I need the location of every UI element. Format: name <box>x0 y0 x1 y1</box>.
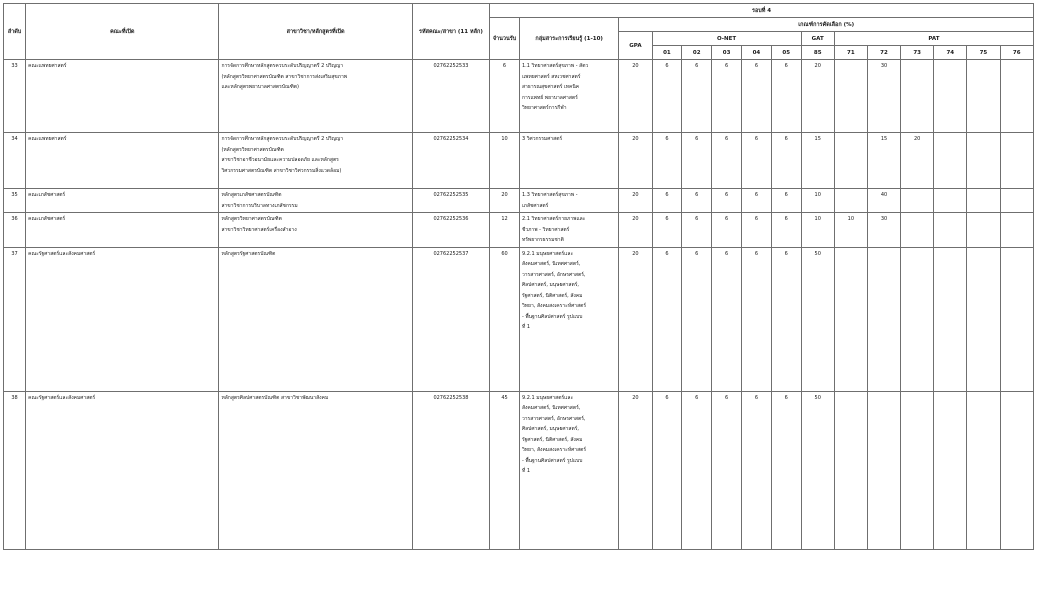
row-gat: 10 <box>801 213 834 248</box>
row-onet-02: 6 <box>682 60 712 133</box>
row-group: 1.3 วิทยาศาสตร์สุขภาพ - เภสัชศาสตร์ <box>519 189 618 213</box>
row-gat: 20 <box>801 60 834 133</box>
row-gpa: 20 <box>619 213 652 248</box>
row-onet-04: 6 <box>742 391 772 549</box>
pat-subject-code: 74 <box>934 46 967 60</box>
row-gpa: 20 <box>619 391 652 549</box>
row-program: หลักสูตรศิลปศาสตรบัณฑิต สาขาวิชาพัฒนาสังคม <box>219 391 412 549</box>
pat-subject-code: 73 <box>901 46 934 60</box>
row-onet-05: 6 <box>771 391 801 549</box>
table-row <box>4 189 1034 213</box>
row-pat-72: 30 <box>867 213 900 248</box>
row-onet-02: 6 <box>682 213 712 248</box>
row-pat-76 <box>1000 60 1034 133</box>
row-onet-01: 6 <box>652 133 682 189</box>
row-program: หลักสูตรรัฐศาสตรบัณฑิต <box>219 247 412 391</box>
row-accept: 60 <box>490 247 520 391</box>
row-onet-02: 6 <box>682 189 712 213</box>
row-accept: 6 <box>490 60 520 133</box>
table-row <box>4 60 1034 133</box>
row-pat-72 <box>867 391 900 549</box>
row-gpa: 20 <box>619 247 652 391</box>
row-accept: 12 <box>490 213 520 248</box>
onet-subject-code: 05 <box>771 46 801 60</box>
row-group: 9.2.1 มนุษยศาสตร์และ สังคมศาสตร์, นิเทศศาสตร์, วารสารศาสตร์, อักษรศาสตร์, ศิลปศาสตร์, มนุษยศาสตร์, รัฐศาสตร์, นิติศาสตร์, สังคม วิทยา, สังคมสงเคราะห์ศาสตร์ - พื้นฐานศิลปศาสตร์ รูปแบบ ที่ 1 <box>519 391 618 549</box>
row-onet-04: 6 <box>742 60 772 133</box>
row-pat-74 <box>934 60 967 133</box>
row-pat-74 <box>934 189 967 213</box>
row-gat: 15 <box>801 133 834 189</box>
row-pat-71: 10 <box>834 213 867 248</box>
row-pat-73 <box>901 60 934 133</box>
row-onet-01: 6 <box>652 391 682 549</box>
row-onet-05: 6 <box>771 213 801 248</box>
row-pat-74 <box>934 213 967 248</box>
row-code: 02762252536 <box>412 213 489 248</box>
row-onet-05: 6 <box>771 247 801 391</box>
pat-subject-code: 72 <box>867 46 900 60</box>
row-program: การจัดการศึกษาหลักสูตรควบระดับปริญญาตรี 2 ปริญญา (หลักสูตรวิทยาศาสตรบัณฑิต สาขาวิชาอาชีวอนามัยและความปลอดภัย และหลักสูตร วิศวกรรมศาสตรบัณฑิต สาขาวิชาวิศวกรรมสิ่งแวดล้อม) <box>219 133 412 189</box>
row-pat-76 <box>1000 189 1034 213</box>
row-faculty: คณะแพทยศาสตร์ <box>26 60 219 133</box>
row-seq: 34 <box>4 133 26 189</box>
header-round: รอบที่ 4 <box>490 4 1034 18</box>
row-code: 02762252535 <box>412 189 489 213</box>
header-program: สาขาวิชา/หลักสูตรที่เปิด <box>219 4 412 60</box>
onet-subject-code: 01 <box>652 46 682 60</box>
row-pat-75 <box>967 247 1000 391</box>
row-gat: 50 <box>801 247 834 391</box>
row-pat-71 <box>834 133 867 189</box>
row-accept: 20 <box>490 189 520 213</box>
row-onet-01: 6 <box>652 60 682 133</box>
row-program: การจัดการศึกษาหลักสูตรควบระดับปริญญาตรี 2 ปริญญา (หลักสูตรวิทยาศาสตรบัณฑิต สาขาวิชาการส่งเสริมสุขภาพ และหลักสูตรพยาบาลศาสตรบัณฑิต) <box>219 60 412 133</box>
onet-subject-code: 04 <box>742 46 772 60</box>
row-group: 2.1 วิทยาศาสตร์กายภาพและ ชีวภาพ - วิทยาศาสตร์ ทรัพยากรธรรมชาติ <box>519 213 618 248</box>
header-onet: O-NET <box>652 32 801 46</box>
row-onet-03: 6 <box>712 247 742 391</box>
row-pat-73 <box>901 247 934 391</box>
header-code: รหัสคณะ/สาขา (11 หลัก) <box>412 4 489 60</box>
row-pat-75 <box>967 189 1000 213</box>
admission-criteria-table <box>3 3 1034 550</box>
row-program: หลักสูตรเภสัชศาสตรบัณฑิต สาขาวิชาการบริบาลทางเภสัชกรรม <box>219 189 412 213</box>
row-code: 02762252533 <box>412 60 489 133</box>
row-code: 02762252538 <box>412 391 489 549</box>
row-pat-72: 30 <box>867 60 900 133</box>
row-faculty: คณะรัฐศาสตร์และสังคมศาสตร์ <box>26 391 219 549</box>
row-group: 1.1 วิทยาศาสตร์สุขภาพ - สัตว แพทยศาสตร์ สหเวชศาสตร์ สาธารณสุขศาสตร์ เทคนิค การแพทย์ พยาบาลศาสตร์ วิทยาศาสตร์การกีฬา <box>519 60 618 133</box>
row-pat-74 <box>934 391 967 549</box>
table-row <box>4 247 1034 391</box>
row-faculty: คณะรัฐศาสตร์และสังคมศาสตร์ <box>26 247 219 391</box>
table-row <box>4 213 1034 248</box>
row-onet-02: 6 <box>682 391 712 549</box>
row-faculty: คณะเภสัชศาสตร์ <box>26 213 219 248</box>
row-seq: 33 <box>4 60 26 133</box>
row-seq: 35 <box>4 189 26 213</box>
row-onet-03: 6 <box>712 189 742 213</box>
row-onet-01: 6 <box>652 247 682 391</box>
row-group: 9.2.1 มนุษยศาสตร์และ สังคมศาสตร์, นิเทศศาสตร์, วารสารศาสตร์, อักษรศาสตร์, ศิลปศาสตร์, มนุษยศาสตร์, รัฐศาสตร์, นิติศาสตร์, สังคม วิทยา, สังคมสงเคราะห์ศาสตร์ - พื้นฐานศิลปศาสตร์ รูปแบบ ที่ 1 <box>519 247 618 391</box>
header-gpa: GPA <box>619 32 652 60</box>
header-accept: จำนวนรับ <box>490 18 520 60</box>
row-onet-04: 6 <box>742 189 772 213</box>
row-gpa: 20 <box>619 60 652 133</box>
row-pat-72: 15 <box>867 133 900 189</box>
row-gat: 50 <box>801 391 834 549</box>
row-pat-73 <box>901 189 934 213</box>
onet-subject-code: 03 <box>712 46 742 60</box>
header-pat: PAT <box>834 32 1033 46</box>
row-onet-05: 6 <box>771 189 801 213</box>
row-onet-03: 6 <box>712 133 742 189</box>
row-onet-05: 6 <box>771 133 801 189</box>
row-group: 3 วิศวกรรมศาสตร์ <box>519 133 618 189</box>
row-gat: 10 <box>801 189 834 213</box>
row-pat-75 <box>967 133 1000 189</box>
row-pat-72 <box>867 247 900 391</box>
row-pat-71 <box>834 391 867 549</box>
row-onet-02: 6 <box>682 247 712 391</box>
row-pat-72: 40 <box>867 189 900 213</box>
row-onet-01: 6 <box>652 213 682 248</box>
row-seq: 36 <box>4 213 26 248</box>
row-onet-01: 6 <box>652 189 682 213</box>
row-pat-75 <box>967 60 1000 133</box>
header-group: กลุ่มสาระการเรียนรู้ (1-10) <box>519 18 618 60</box>
row-onet-02: 6 <box>682 133 712 189</box>
row-pat-74 <box>934 247 967 391</box>
pat-subject-code: 71 <box>834 46 867 60</box>
row-pat-71 <box>834 60 867 133</box>
row-pat-73 <box>901 391 934 549</box>
header-seq: ลำดับ <box>4 4 26 60</box>
row-onet-03: 6 <box>712 60 742 133</box>
pat-subject-code: 76 <box>1000 46 1034 60</box>
row-pat-71 <box>834 189 867 213</box>
row-gpa: 20 <box>619 189 652 213</box>
row-faculty: คณะแพทยศาสตร์ <box>26 133 219 189</box>
row-pat-71 <box>834 247 867 391</box>
row-pat-75 <box>967 213 1000 248</box>
pat-subject-code: 75 <box>967 46 1000 60</box>
row-pat-76 <box>1000 247 1034 391</box>
row-pat-75 <box>967 391 1000 549</box>
row-code: 02762252534 <box>412 133 489 189</box>
row-onet-03: 6 <box>712 213 742 248</box>
row-seq: 38 <box>4 391 26 549</box>
row-onet-04: 6 <box>742 133 772 189</box>
row-pat-73 <box>901 213 934 248</box>
onet-subject-code: 02 <box>682 46 712 60</box>
table-row <box>4 391 1034 549</box>
row-seq: 37 <box>4 247 26 391</box>
header-faculty: คณะที่เปิด <box>26 4 219 60</box>
row-accept: 45 <box>490 391 520 549</box>
table-row <box>4 133 1034 189</box>
row-onet-04: 6 <box>742 213 772 248</box>
row-faculty: คณะเภสัชศาสตร์ <box>26 189 219 213</box>
row-gpa: 20 <box>619 133 652 189</box>
gat-subject-code: 85 <box>801 46 834 60</box>
header-gat: GAT <box>801 32 834 46</box>
row-onet-04: 6 <box>742 247 772 391</box>
row-accept: 10 <box>490 133 520 189</box>
row-code: 02762252537 <box>412 247 489 391</box>
row-onet-03: 6 <box>712 391 742 549</box>
row-pat-76 <box>1000 391 1034 549</box>
table-body <box>4 60 1034 550</box>
row-pat-73: 20 <box>901 133 934 189</box>
header-criteria: เกณฑ์การคัดเลือก (%) <box>619 18 1034 32</box>
row-pat-74 <box>934 133 967 189</box>
row-program: หลักสูตรวิทยาศาสตรบัณฑิต สาขาวิชาวิทยาศาสตร์เครื่องสำอาง <box>219 213 412 248</box>
row-pat-76 <box>1000 213 1034 248</box>
row-pat-76 <box>1000 133 1034 189</box>
row-onet-05: 6 <box>771 60 801 133</box>
